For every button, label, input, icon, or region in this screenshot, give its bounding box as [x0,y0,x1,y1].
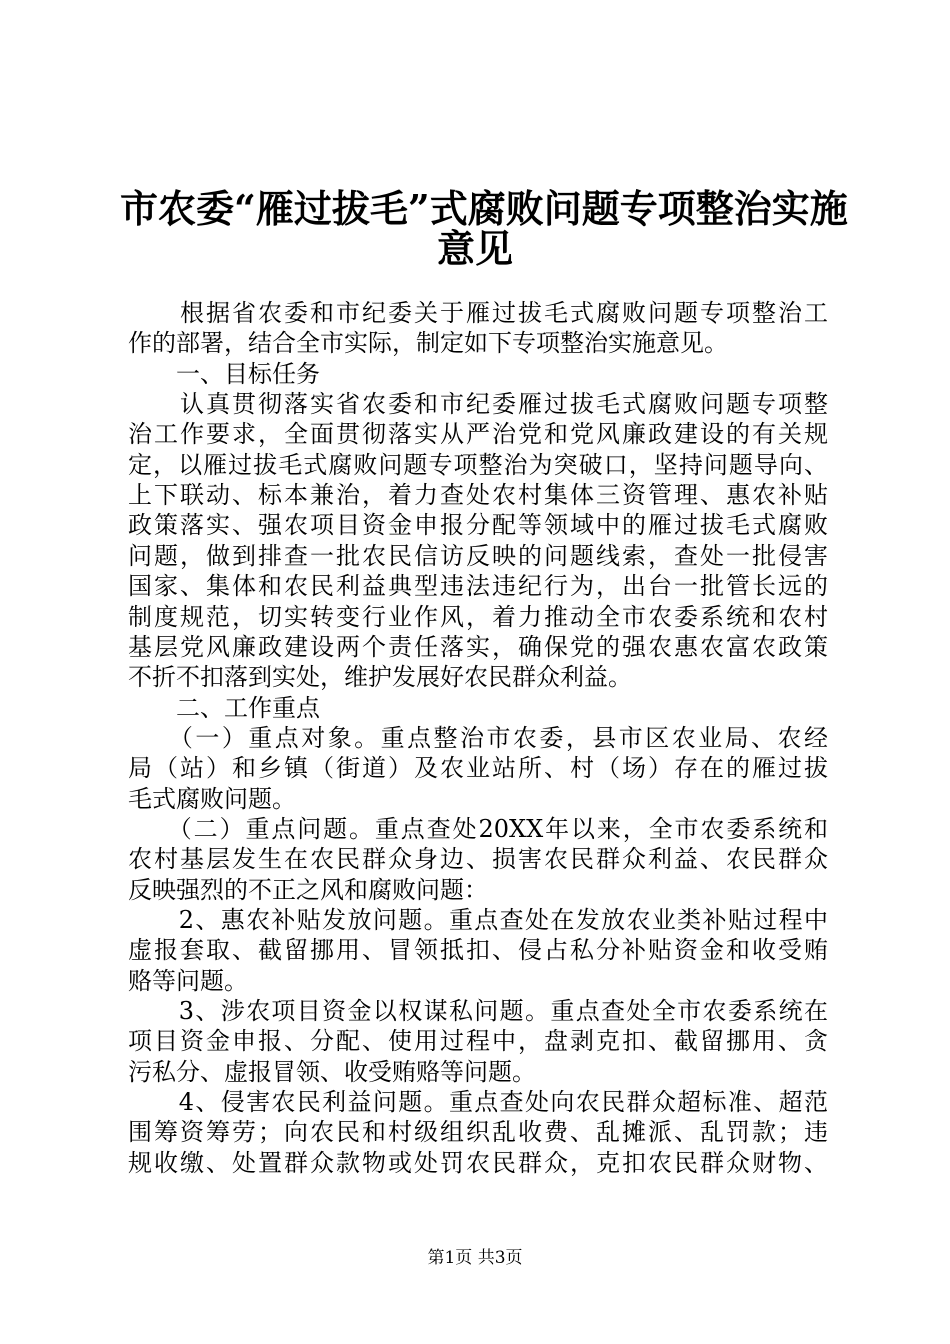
body-line: 4、侵害农民利益问题。重点查处向农民群众超标准、超范 [128,1088,828,1117]
body-line: 围筹资筹劳；向农民和村级组织乱收费、乱摊派、乱罚款；违 [128,1118,828,1147]
body-line: 局（站）和乡镇（街道）及农业站所、村（场）存在的雁过拔 [128,754,828,783]
body-line: 问题，做到排查一批农民信访反映的问题线索，查处一批侵害 [128,541,828,570]
body-line: 基层党风廉政建设两个责任落实，确保党的强农惠农富农政策 [128,632,828,661]
body-line: 反映强烈的不正之风和腐败问题： [128,875,488,904]
body-line: 虚报套取、截留挪用、冒领抵扣、侵占私分补贴资金和收受贿 [128,936,828,965]
body-line: 一、目标任务 [128,359,320,388]
body-line: 根据省农委和市纪委关于雁过拔毛式腐败问题专项整治工 [128,299,828,327]
body-line: 国家、集体和农民利益典型违法违纪行为，出台一批管长远的 [128,572,828,601]
body-line: 二、工作重点 [128,693,320,722]
body-line: 治工作要求，全面贯彻落实从严治党和党风廉政建设的有关规 [128,420,828,449]
document-title-line-2: 意见 [436,226,513,271]
document-title-line-1: 市农委“雁过拔毛”式腐败问题专项整治实施 [120,186,848,231]
body-line: 不折不扣落到实处，维护发展好农民群众利益。 [128,663,632,692]
body-line: （一）重点对象。重点整治市农委，县市区农业局、农经 [128,723,828,752]
body-line: 毛式腐败问题。 [128,784,296,813]
body-line: （二）重点问题。重点查处20XX年以来，全市农委系统和 [128,814,828,843]
body-line: 政策落实、强农项目资金申报分配等领域中的雁过拔毛式腐败 [128,511,828,540]
body-line: 上下联动、标本兼治，着力查处农村集体三资管理、惠农补贴 [128,481,828,510]
body-line: 3、涉农项目资金以权谋私问题。重点查处全市农委系统在 [128,997,828,1026]
body-line: 污私分、虚报冒领、收受贿赂等问题。 [128,1057,536,1086]
page-footer: 第1页 共3页 [427,1248,523,1268]
body-line: 作的部署，结合全市实际，制定如下专项整治实施意见。 [128,329,728,358]
body-line: 制度规范，切实转变行业作风，着力推动全市农委系统和农村 [128,602,828,631]
body-line: 农村基层发生在农民群众身边、损害农民群众利益、农民群众 [128,845,828,874]
body-line: 认真贯彻落实省农委和市纪委雁过拔毛式腐败问题专项整 [128,390,828,419]
body-line: 2、惠农补贴发放问题。重点查处在发放农业类补贴过程中 [128,906,828,934]
body-line: 定，以雁过拔毛式腐败问题专项整治为突破口，坚持问题导向、 [128,450,828,479]
body-line: 规收缴、处置群众款物或处罚农民群众，克扣农民群众财物、 [128,1148,828,1177]
body-line: 赂等问题。 [128,966,248,995]
body-line: 项目资金申报、分配、使用过程中，盘剥克扣、截留挪用、贪 [128,1027,828,1056]
